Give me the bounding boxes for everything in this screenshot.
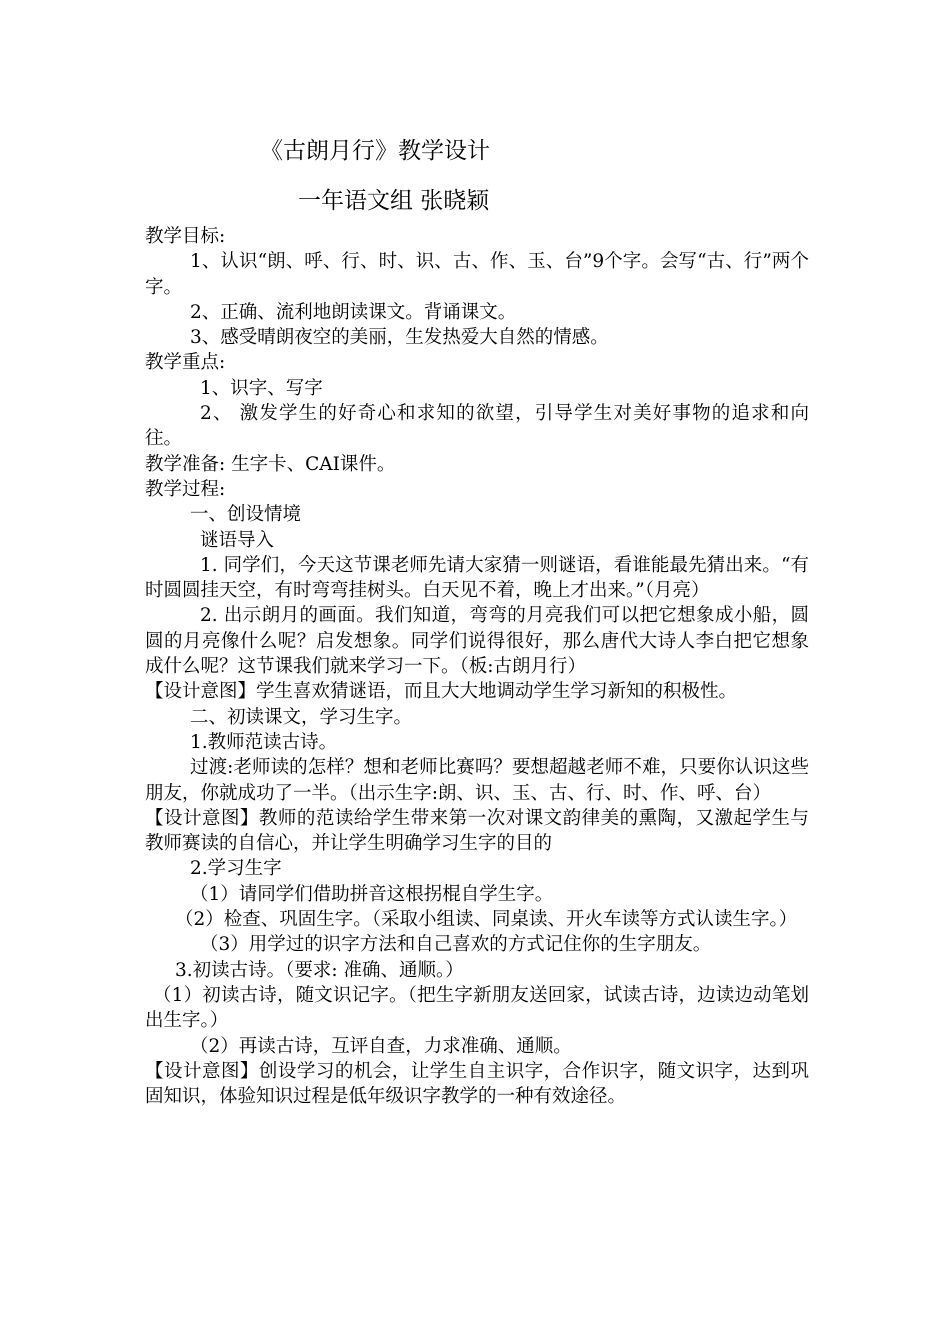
document-author: 一年语文组 张晓颖 <box>298 188 490 214</box>
paragraph: 1.教师范读古诗。 <box>190 731 338 753</box>
paragraph: 3、感受晴朗夜空的美丽，生发热爱大自然的情感。 <box>190 327 609 349</box>
paragraph: （2）再读古诗，互评自查，力求准确、通顺。 <box>190 1035 572 1057</box>
paragraph: 2、正确、流利地朗读课文。背诵课文。 <box>190 301 517 323</box>
section-heading-process: 教学过程: <box>145 478 226 500</box>
paragraph: 1. 同学们，今天这节课老师先请大家猜一则谜语，看谁能最先猜出来。“有时圆圆挂天空，有时弯弯挂树头。白天见不着，晚上才出来。”（月亮） <box>145 554 809 602</box>
paragraph: （3）用学过的识字方法和自己喜欢的方式记住你的生字朋友。 <box>200 934 712 956</box>
design-intent-paragraph: 【设计意图】创设学习的机会，让学生自主识字，合作识字，随文识字，达到巩固知识，体验知识过程是低年级识字教学的一种有效途径。 <box>145 1060 809 1108</box>
paragraph: 2. 出示朗月的画面。我们知道，弯弯的月亮我们可以把它想象成小船，圆圆的月亮像什么呢？启发想象。同学们说得很好，那么唐代大诗人李白把它想象成什么呢？这节课我们就来学习一下。（板:古朗月行） <box>145 605 809 678</box>
paragraph: （2）检查、巩固生字。（采取小组读、同桌读、开火车读等方式认读生字。） <box>175 909 798 931</box>
paragraph: （1）请同学们借助拼音这根拐棍自学生字。 <box>190 883 554 905</box>
paragraph: 2.学习生字 <box>190 858 282 880</box>
section-heading-preparation: 教学准备: 生字卡、CAI课件。 <box>145 453 396 475</box>
paragraph: 2、 激发学生的好奇心和求知的欲望，引导学生对美好事物的追求和向往。 <box>145 403 809 450</box>
design-intent-paragraph: 【设计意图】学生喜欢猜谜语，而且大大地调动学生学习新知的积极性。 <box>145 681 738 703</box>
paragraph: 一、创设情境 <box>190 504 302 526</box>
document-title: 《古朗月行》教学设计 <box>260 138 490 164</box>
paragraph: 1、认识“朗、呼、行、时、识、古、作、玉、台”9个字。会写“古、行”两个字。 <box>145 251 809 298</box>
design-intent-paragraph: 【设计意图】教师的范读给学生带来第一次对课文韵律美的熏陶，又激起学生与教师赛读的自信心，并让学生明确学习生字的目的 <box>145 807 809 855</box>
paragraph: 谜语导入 <box>200 529 275 551</box>
section-heading-objectives: 教学目标: <box>145 226 226 247</box>
section-heading-key-points: 教学重点: <box>145 352 226 374</box>
paragraph: 二、初读课文，学习生字。 <box>190 706 413 728</box>
document-body <box>145 224 809 1109</box>
paragraph: 1、识字、写字 <box>200 377 323 399</box>
paragraph: 过渡:老师读的怎样？想和老师比赛吗？要想超越老师不难，只要你认识这些朋友，你就成功了一半。（出示生字:朗、识、玉、古、行、时、作、呼、台） <box>145 757 809 804</box>
paragraph: （1）初读古诗，随文识记字。（把生字新朋友送回家，试读古诗，边读边动笔划出生字。） <box>145 984 809 1032</box>
paragraph: 3.初读古诗。（要求: 准确、通顺。） <box>175 959 464 981</box>
